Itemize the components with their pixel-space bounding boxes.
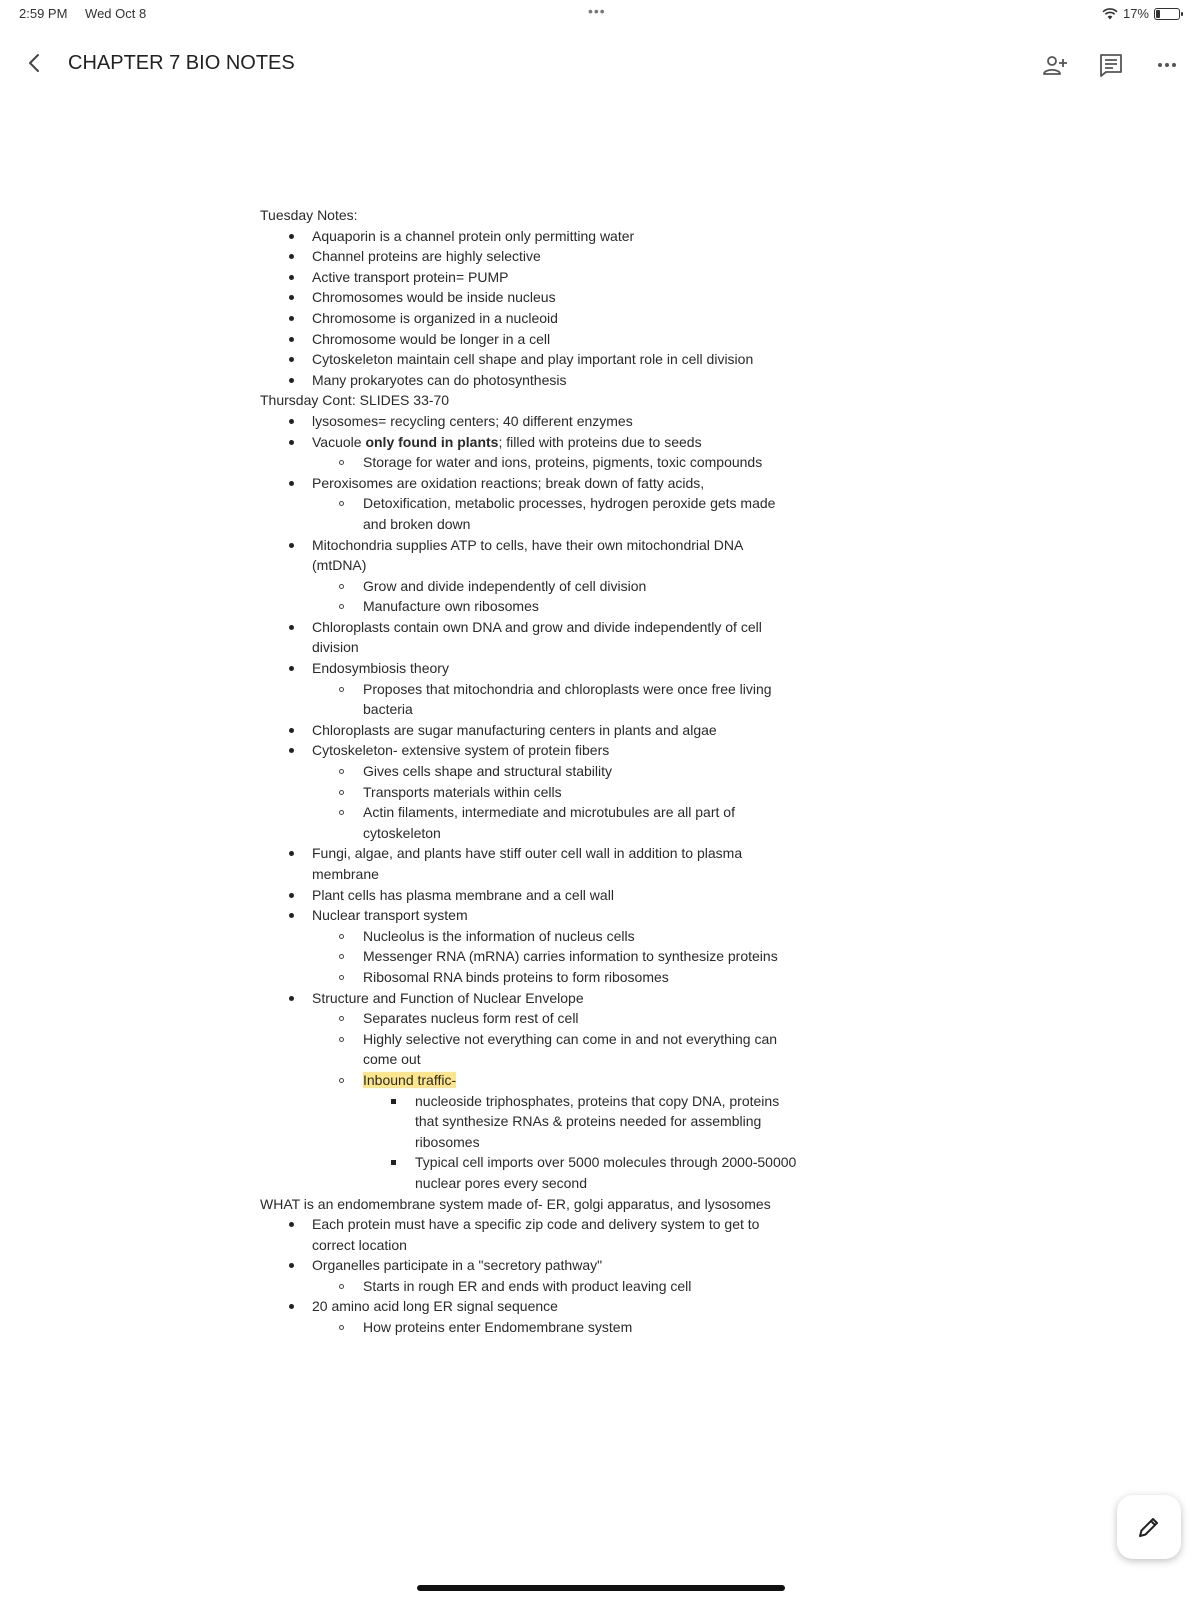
sub-bullet-item: Grow and divide independently of cell division [260, 576, 800, 597]
sub-bullet-item: Starts in rough ER and ends with product leaving cell [260, 1276, 800, 1297]
bullet-item: Endosymbiosis theory [260, 658, 800, 679]
bullet-item: lysosomes= recycling centers; 40 different enzymes [260, 411, 800, 432]
bullet-item: Cytoskeleton- extensive system of protein fibers [260, 740, 800, 761]
status-right [1102, 6, 1180, 21]
bullet-item: Structure and Function of Nuclear Envelope [260, 988, 800, 1009]
battery-percent: 17% [1122, 6, 1149, 21]
bullet-item: Mitochondria supplies ATP to cells, have their own mitochondrial DNA (mtDNA) [260, 535, 800, 576]
sub-sub-bullet-item: nucleoside triphosphates, proteins that copy DNA, proteins that synthesize RNAs & proteins needed for assembling ribosomes [260, 1091, 800, 1153]
sub-bullet-item: Transports materials within cells [260, 782, 800, 803]
sub-bullet-item: Nucleolus is the information of nucleus cells [260, 926, 800, 947]
sub-bullet-item: Proposes that mitochondria and chloroplasts were once free living bacteria [260, 679, 800, 720]
sub-bullet-item [260, 1070, 800, 1091]
section-heading: Thursday Cont: SLIDES 33-70 [260, 392, 450, 409]
battery-level [1156, 10, 1160, 18]
sub-bullet-item: Messenger RNA (mRNA) carries information to synthesize proteins [260, 946, 800, 967]
bullet-item: Chromosomes would be inside nucleus [260, 287, 800, 308]
section-heading: WHAT is an endomembrane system made of- ER, golgi apparatus, and lysosomes [260, 1195, 771, 1212]
sub-bullet-item: Actin filaments, intermediate and microtubules are all part of cytoskeleton [260, 802, 800, 843]
chevron-left-icon [20, 48, 50, 78]
bullet-item: Channel proteins are highly selective [260, 246, 800, 267]
bullet-item: Chloroplasts are sugar manufacturing centers in plants and algae [260, 720, 800, 741]
bullet-item: 20 amino acid long ER signal sequence [260, 1296, 800, 1317]
more-options-button[interactable] [1152, 50, 1182, 80]
pencil-icon [1136, 1514, 1162, 1540]
bullet-list [260, 226, 800, 391]
share-button[interactable] [1040, 50, 1070, 80]
sub-bullet-item: How proteins enter Endomembrane system [260, 1317, 800, 1338]
sub-bullet-item: Gives cells shape and structural stability [260, 761, 800, 782]
highlighted-text: Inbound traffic- [363, 1071, 457, 1088]
sub-bullet-item: Storage for water and ions, proteins, pigments, toxic compounds [260, 452, 800, 473]
bullet-list [260, 1214, 800, 1338]
bullet-item: Chloroplasts contain own DNA and grow and divide independently of cell division [260, 617, 800, 658]
bullet-item: Organelles participate in a "secretory pathway" [260, 1255, 800, 1276]
status-time: 2:59 PM [19, 6, 68, 21]
sub-bullet-item: Detoxification, metabolic processes, hydrogen peroxide gets made and broken down [260, 493, 800, 534]
edit-button[interactable] [1117, 1495, 1181, 1559]
sub-bullet-item: Separates nucleus form rest of cell [260, 1008, 800, 1029]
bullet-item: Active transport protein= PUMP [260, 267, 800, 288]
multitasking-dots[interactable]: ••• [588, 3, 606, 19]
bullet-item: Cytoskeleton maintain cell shape and play important role in cell division [260, 349, 800, 370]
section-heading: Tuesday Notes: [260, 207, 358, 223]
wifi-icon [1102, 8, 1118, 20]
bullet-item: Peroxisomes are oxidation reactions; break down of fatty acids, [260, 473, 800, 494]
app-bar [0, 40, 1200, 88]
status-bar [0, 0, 1200, 28]
status-date: Wed Oct 8 [85, 6, 147, 21]
battery-icon [1154, 8, 1180, 20]
bullet-list [260, 411, 800, 1194]
text-run: ; filled with proteins due to seeds [498, 433, 702, 450]
bullet-item: Many prokaryotes can do photosynthesis [260, 370, 800, 391]
status-time-date [19, 6, 160, 21]
more-horizontal-icon [1152, 50, 1182, 80]
home-indicator[interactable] [417, 1585, 785, 1591]
bullet-item: Each protein must have a specific zip code and delivery system to get to correct location [260, 1214, 800, 1255]
bullet-item: Chromosome would be longer in a cell [260, 329, 800, 350]
add-person-icon [1040, 50, 1070, 80]
bold-text: only found in plants [365, 433, 499, 450]
comments-button[interactable] [1096, 50, 1126, 80]
sub-sub-bullet-item: Typical cell imports over 5000 molecules through 2000-50000 nuclear pores every second [260, 1152, 800, 1193]
bullet-item: Aquaporin is a channel protein only permitting water [260, 226, 800, 247]
sub-bullet-item: Ribosomal RNA binds proteins to form ribosomes [260, 967, 800, 988]
bullet-item: Plant cells has plasma membrane and a cell wall [260, 885, 800, 906]
sub-bullet-item: Manufacture own ribosomes [260, 596, 800, 617]
back-button[interactable] [20, 48, 50, 78]
comment-icon [1096, 50, 1126, 80]
sub-bullet-item: Highly selective not everything can come in and not everything can come out [260, 1029, 800, 1070]
bullet-item: Nuclear transport system [260, 905, 800, 926]
document-title: CHAPTER 7 BIO NOTES [68, 52, 295, 74]
bullet-item: Fungi, algae, and plants have stiff outer cell wall in addition to plasma membrane [260, 843, 800, 884]
bullet-item: Chromosome is organized in a nucleoid [260, 308, 800, 329]
bullet-item [260, 432, 800, 453]
text-run: Vacuole [312, 433, 366, 450]
document-body[interactable] [260, 205, 800, 1338]
